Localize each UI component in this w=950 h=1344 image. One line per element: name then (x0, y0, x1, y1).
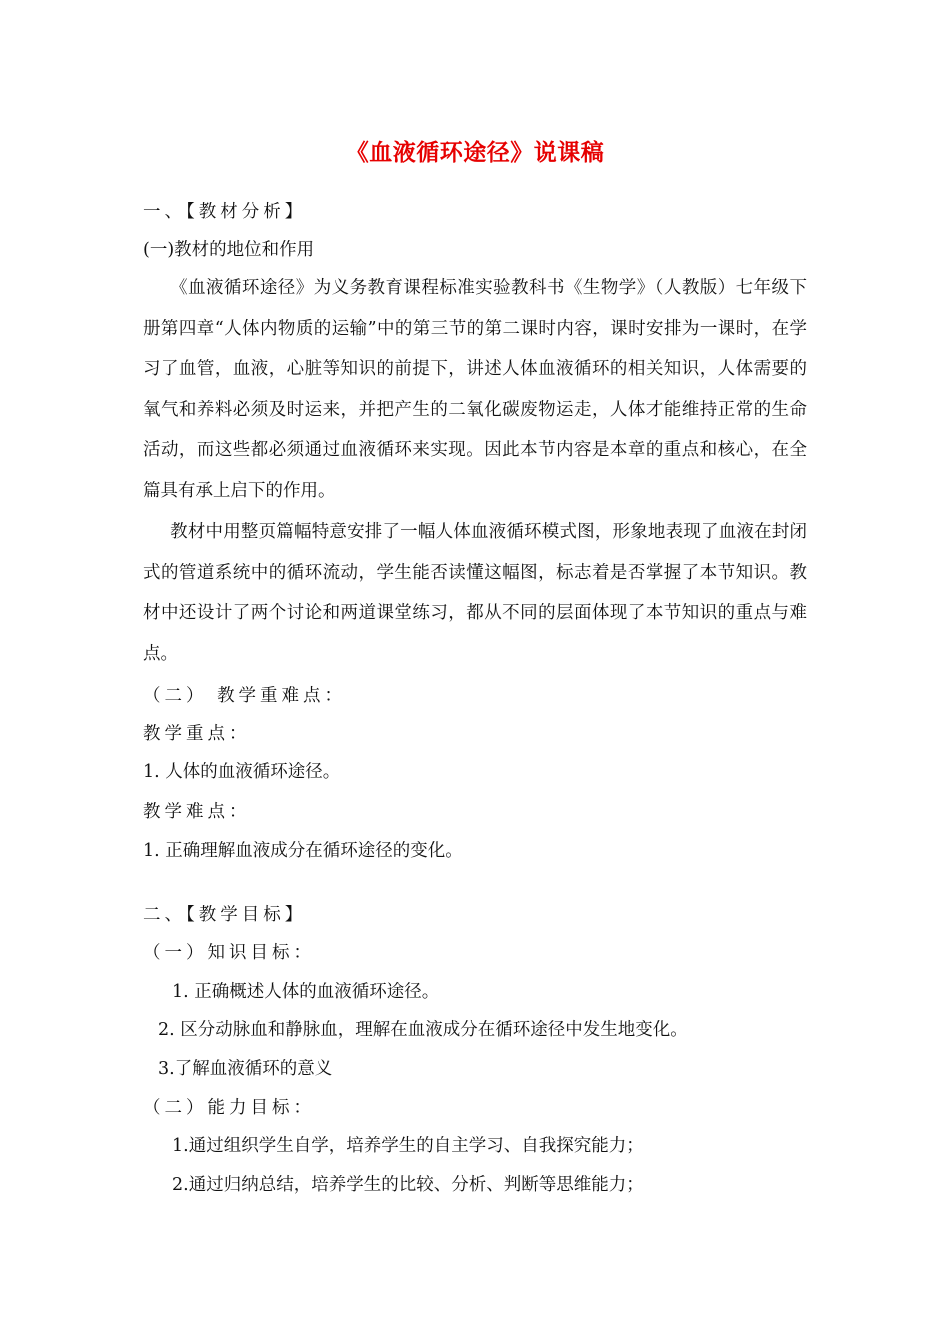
paragraph-textbook-design: 教材中用整页篇幅特意安排了一幅人体血液循环模式图，形象地表现了血液在封闭式的管道系统中的循环流动，学生能否读懂这幅图，标志着是否掌握了本节知识。教材中还设计了两个讨论和两道课堂练习，都从不同的层面体现了本节知识的重点与难点。 (143, 522, 807, 664)
key-point-item: 1. 人体的血液循环途径。 (143, 762, 341, 782)
subheading-status-role: (一)教材的地位和作用 (143, 240, 315, 260)
label-difficult-point: 教学难点： (143, 802, 251, 822)
knowledge-objective-1: 1. 正确概述人体的血液循环途径。 (172, 982, 440, 1002)
section-heading-textbook-analysis: 一、【教材分析】 (143, 202, 307, 222)
paragraph-status-role: 《血液循环途径》为义务教育课程标准实验教科书《生物学》（人教版）七年级下册第四章“人体内物质的运输”中的第三节的第二课时内容，课时安排为一课时，在学习了血管，血液，心脏等知识的前提下，讲述人体血液循环的相关知识，人体需要的氧气和养料必须及时运来，并把产生的二氧化碳废物运走，人体才能维持正常的生命活动，而这些都必须通过血液循环来实现。因此本节内容是本章的重点和核心，在全篇具有承上启下的作用。 (143, 278, 807, 501)
difficult-point-item: 1. 正确理解血液成分在循环途径的变化。 (143, 841, 463, 861)
section-heading-teaching-objectives: 二、【教学目标】 (143, 905, 307, 925)
knowledge-objective-3: 3.了解血液循环的意义 (158, 1059, 333, 1079)
document-title: 《血液循环途径》说课稿 (345, 139, 605, 166)
ability-objective-1: 1.通过组织学生自学，培养学生的自主学习、自我探究能力； (172, 1136, 644, 1156)
subheading-ability-objectives: （二）能力目标： (143, 1098, 315, 1118)
label-key-point: 教学重点： (143, 724, 251, 744)
knowledge-objective-2: 2. 区分动脉血和静脉血，理解在血液成分在循环途径中发生地变化。 (158, 1020, 688, 1040)
subheading-knowledge-objectives: （一）知识目标： (143, 943, 315, 963)
subheading-key-difficult-points: （二） 教学重难点： (143, 686, 347, 706)
ability-objective-2: 2.通过归纳总结，培养学生的比较、分析、判断等思维能力； (172, 1175, 644, 1195)
